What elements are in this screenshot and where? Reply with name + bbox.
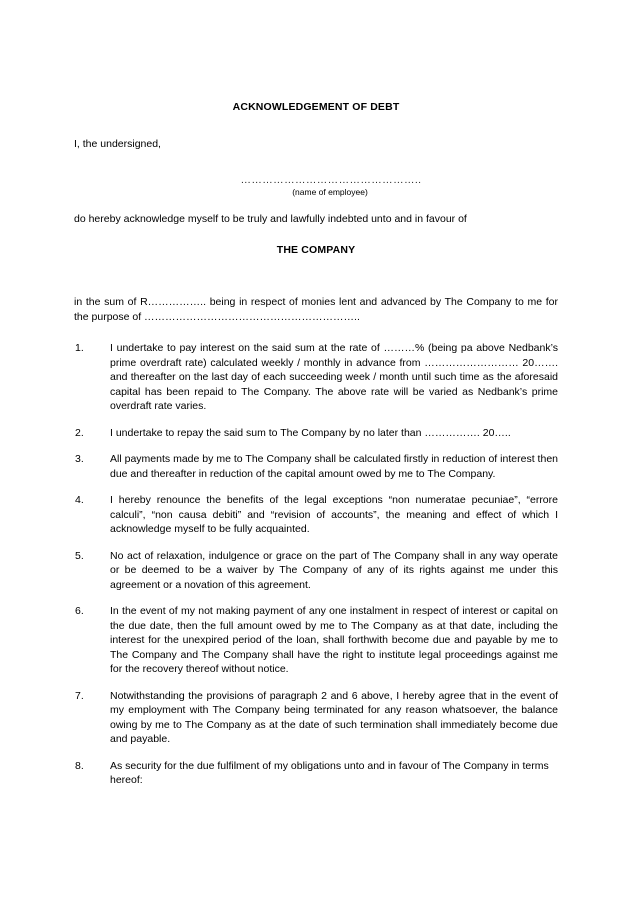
- clause-text: As security for the due fulfilment of my obligations unto and in favour of The Company in terms hereof:: [110, 759, 549, 786]
- clause-number: 7.: [75, 689, 84, 702]
- name-field-block: [74, 175, 558, 198]
- clause-list: [74, 341, 558, 788]
- clause-text: No act of relaxation, indulgence or grace on the part of The Company shall in any way operate or be deemed to be a waiver by The Company of any of its rights against me under this agreement or a novation of this agreement.: [110, 549, 558, 591]
- name-of-employee-caption: (name of employee): [292, 187, 368, 197]
- clause-number: 5.: [75, 549, 84, 562]
- name-of-employee-field[interactable]: …………………………………………..: [240, 174, 422, 186]
- document-content: [74, 0, 558, 788]
- clause-item: [74, 689, 558, 747]
- acknowledgement-line: do hereby acknowledge myself to be truly and lawfully indebted unto and in favour of: [74, 213, 467, 225]
- clause-number: 2.: [75, 426, 84, 439]
- clause-text: I undertake to pay interest on the said sum at the rate of ………% (being pa above Nedbank’s prime overdraft rate) calculated weekly / monthly in advance from ……………………… 20……. and thereafter on the last day of each succeeding week / month until such time as the aforesaid capital has been repaid to The Company. The above rate will be varied as Nedbank’s prime overdraft rate varies.: [110, 342, 558, 412]
- clause-number: 3.: [75, 453, 84, 465]
- clause-item: [74, 549, 558, 593]
- clause-number: 8.: [75, 759, 84, 772]
- company-heading: THE COMPANY: [276, 244, 356, 256]
- clause-text: I hereby renounce the benefits of the legal exceptions “non numeratae pecuniae”, “errore calculi”, “non causa debiti” and “revision of accounts”, the meaning and effect of which I acknowledge myself to be fully acquainted.: [110, 494, 558, 535]
- clause-number: 4.: [75, 494, 84, 506]
- clause-text: Notwithstanding the provisions of paragraph 2 and 6 above, I hereby agree that in the event of my employment with The Company being terminated for any reason whatsoever, the balance owing by me to The Company as at the date of such termination shall immediately become due and payable.: [110, 689, 558, 745]
- clause-number: 1.: [75, 342, 84, 354]
- clause-item: [74, 341, 558, 414]
- clause-item: [74, 426, 558, 441]
- clause-text: All payments made by me to The Company shall be calculated firstly in reduction of interest then due and thereafter in reduction of the capital amount owed by me to The Company.: [110, 453, 558, 480]
- clause-item: [74, 759, 558, 788]
- intro-line: I, the undersigned,: [74, 138, 161, 150]
- clause-number: 6.: [75, 605, 84, 617]
- clause-item: [74, 452, 558, 481]
- clause-item: [74, 604, 558, 677]
- page-title: ACKNOWLEDGEMENT OF DEBT: [232, 101, 400, 113]
- clause-text: In the event of my not making payment of any one instalment in respect of interest or capital on the due date, then the full amount owed by me to The Company as at that date, including the interest for the unexpired period of the loan, shall forthwith become due and payable by me to The Company and The Company shall have the right to institute legal proceedings against me for the recovery thereof without notice.: [110, 605, 558, 675]
- clause-item: [74, 493, 558, 537]
- sum-and-purpose-paragraph: in the sum of R…………….. being in respect of monies lent and advanced by The Company to me for the purpose of ……………………………………………………..: [74, 296, 558, 323]
- clause-text: I undertake to repay the said sum to The Company by no later than ……………. 20…..: [110, 426, 511, 439]
